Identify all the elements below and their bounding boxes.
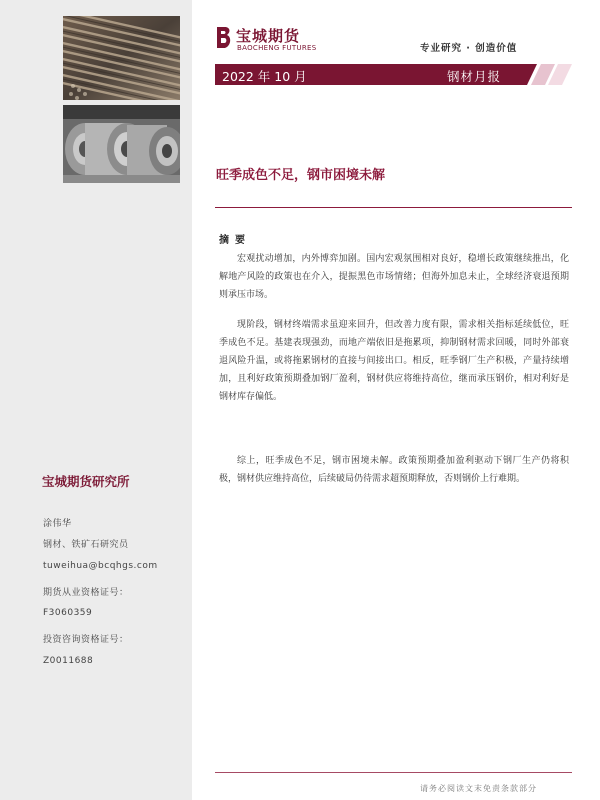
analyst-email: tuweihua@bcqhgs.com	[43, 561, 158, 571]
logo-mark-icon	[215, 26, 233, 50]
steel-coil-photo	[63, 105, 180, 183]
analyst-title: 钢材、铁矿石研究员	[43, 540, 129, 550]
abstract-paragraph-2: 现阶段，钢材终端需求虽迎来回升，但改善力度有限，需求相关指标延续低位，旺季成色不足。基建表现强劲，而地产端依旧是拖累项，抑制钢材需求回暖，同时外部衰退风险升温，或将拖累钢材的直接与间接出口。相反，旺季钢厂生产积极，产量持续增加，且利好政策预期叠加钢厂盈利，钢材供应将维持高位，继而承压钢价，相对利好是钢材库存偏低。	[219, 320, 569, 402]
abstract-paragraph-1: 宏观扰动增加，内外博弈加剧。国内宏观氛围相对良好，稳增长政策继续推出，化解地产风险的政策也在介入，提振黑色市场情绪；但海外加息未止，全球经济衰退预期则承压市场。	[219, 254, 569, 300]
advisory-license-number: Z0011688	[43, 656, 94, 666]
report-date: 2022 年 10 月	[222, 69, 307, 84]
abstract-title: 摘要	[219, 235, 251, 246]
headline-divider	[215, 207, 572, 208]
footer-disclaimer: 请务必阅读文末免责条款部分	[420, 784, 537, 793]
brand-name-cn: 宝城期货	[236, 27, 301, 45]
sidebar-panel	[0, 0, 192, 800]
footer-divider	[215, 772, 572, 773]
abstract-paragraph-3: 综上，旺季成色不足，钢市困境未解。政策预期叠加盈利驱动下钢厂生产仍将积极，钢材供应维持高位，后续破局仍待需求超预期释放，否则钢价上行难期。	[219, 456, 569, 484]
report-headline: 旺季成色不足，钢市困境未解	[216, 168, 386, 183]
brand-slogan: 专业研究 · 创造价值	[420, 43, 518, 54]
brand-name-en: BAOCHENG FUTURES	[237, 44, 317, 52]
futures-license-number: F3060359	[43, 608, 93, 618]
analyst-name: 涂伟华	[43, 519, 72, 529]
brand-logo	[215, 23, 325, 57]
advisory-license-label: 投资咨询资格证号：	[43, 635, 129, 645]
institute-name: 宝城期货研究所	[42, 474, 130, 489]
report-type: 钢材月报	[447, 69, 502, 84]
futures-license-label: 期货从业资格证号：	[43, 588, 129, 598]
rebar-photo	[63, 16, 180, 100]
